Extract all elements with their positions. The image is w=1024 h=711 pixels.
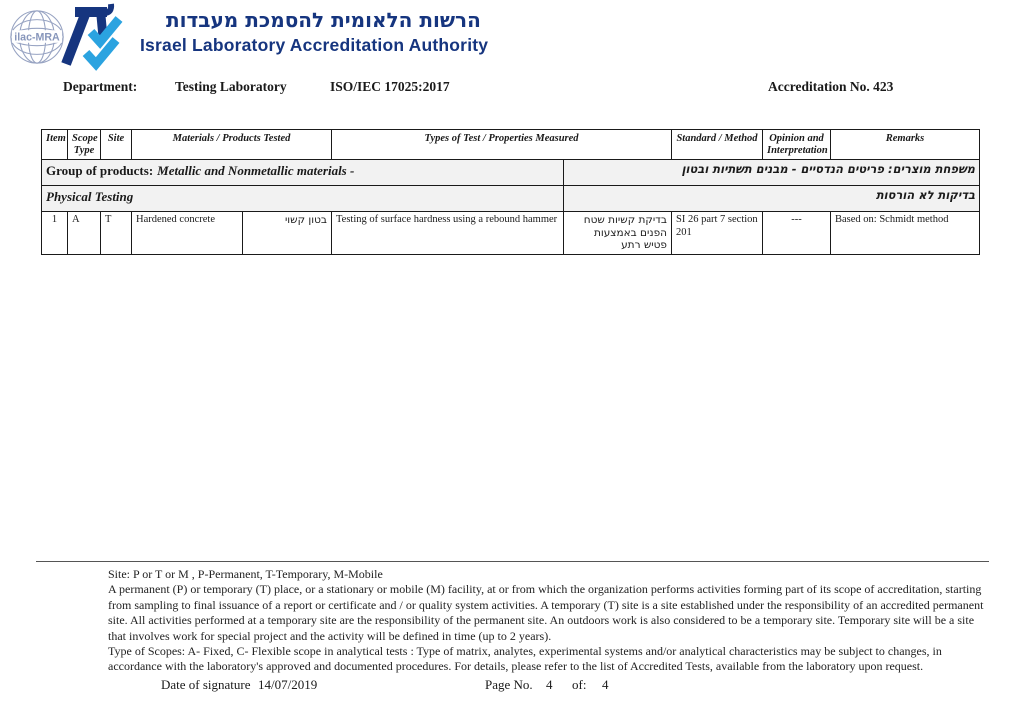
footnote-divider [36,561,989,562]
table-header-row [42,130,980,160]
cell-standard: SI 26 part 7 section 201 [672,212,763,255]
group-label-en [42,160,564,186]
cell-test-he: בדיקת קשיות שטח הפנים באמצעות פטיש רתע [564,212,672,255]
page-number-total: 4 [602,677,609,692]
department-label: Department: [63,79,138,94]
org-title-hebrew: הרשות הלאומית להסמכת מעבדות [166,8,481,32]
cell-remarks: Based on: Schmidt method [831,212,980,255]
group-label-he: בדיקות לא הורסות [564,186,980,212]
signature-date-label: Date of signature [161,677,251,692]
cell-test-en: Testing of surface hardness using a rebound hammer [332,212,564,255]
ilac-seal-text: ilac-MRA [14,31,60,44]
col-tests: Types of Test / Properties Measured [332,130,672,160]
signature-date-value: 14/07/2019 [258,677,318,692]
group-label-en [42,186,564,212]
col-standard: Standard / Method [672,130,763,160]
accreditation-number: Accreditation No. 423 [768,79,894,94]
cell-opinion: --- [763,212,831,255]
cell-material-en: Hardened concrete [132,212,243,255]
cell-site: T [101,212,132,255]
col-scope-type: Scope Type [68,130,101,160]
group-row-products [42,160,980,186]
group-row-physical-testing [42,186,980,212]
org-title-english: Israel Laboratory Accreditation Authority [140,35,489,55]
col-opinion: Opinion and Interpretation [763,130,831,160]
department-line [0,79,1024,99]
footnotes [108,567,992,675]
cell-scope-type: A [68,212,101,255]
site-key-line: Site: P or T or M , P-Permanent, T-Temporary, M-Mobile [108,567,383,581]
group-prefix: Group of products: [46,163,154,179]
cell-item: 1 [42,212,68,255]
col-site: Site [101,130,132,160]
page-number-label: Page No. [485,677,533,692]
table-row [42,212,980,255]
col-item: Item [42,130,68,160]
group-label-he: משפחת מוצרים: פריטים הנדסיים - מבנים תשתיות ובטון [564,160,980,186]
signature-line [0,677,1024,697]
scopes-definition: Type of Scopes: A- Fixed, C- Flexible scope in analytical tests : Type of matrix, analytes, experimental systems and/or analytical characteristics may be subject to changes, in accordance with the laboratory's approved and documented procedures. For details, please refer to the list of Accredited Tests, available from the laboratory upon request. [108,644,942,674]
department-value: Testing Laboratory [175,79,287,94]
col-materials: Materials / Products Tested [132,130,332,160]
col-remarks: Remarks [831,130,980,160]
ilaa-logo-icon [58,0,136,74]
group-name: Physical Testing [46,189,134,205]
group-name: Metallic and Nonmetallic materials - [157,163,355,179]
cell-material-he: בטון קשוי [243,212,332,255]
page-of-label: of: [572,677,587,692]
page-number-current: 4 [546,677,553,692]
standard-label: ISO/IEC 17025:2017 [330,79,450,94]
scope-table [41,129,980,255]
site-definition: A permanent (P) or temporary (T) place, or a stationary or mobile (M) facility, at or from which the organization performs activities forming part of its scope of accreditation, starting from sampling to final issuance of a report or certificate and / or quality system activities. A temporary (T) site is a site established under the responsibility of an accredited permanent site. All activities performed at a temporary site are the responsibility of the permanent site. An outdoors work is also considered to be a temporary site. Temporary site will be a site that involves work for special project and the activity will be defined in time (up to 2 years). [108,582,984,643]
